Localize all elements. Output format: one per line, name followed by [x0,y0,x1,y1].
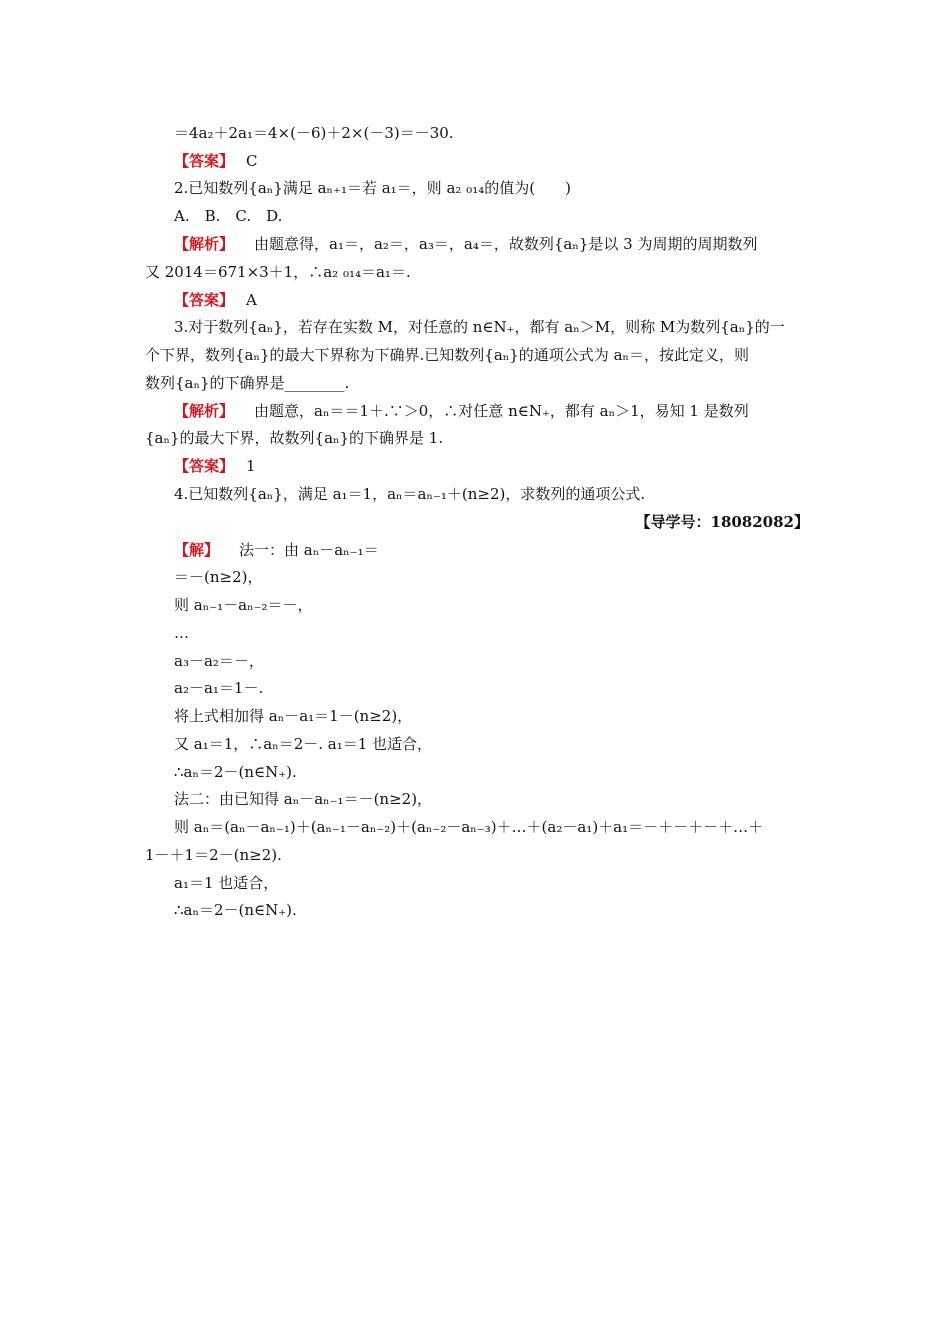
text-line [174,761,297,783]
line-text: ∴aₙ＝2－(n∈N₊). [174,763,297,781]
analysis-line [174,400,749,422]
text-line [174,872,278,894]
line-text: 又 a₁＝1，∴aₙ＝2－. a₁＝1 也适合， [174,735,433,753]
line-text: 1－＋1＝2－(n≥2). [145,846,282,864]
line-text: 由题意，aₙ＝＝1＋.∵＞0，∴对任意 n∈N₊，都有 aₙ＞1，易知 1 是数列 [254,402,749,420]
analysis-line [174,233,757,255]
text-line [174,122,454,144]
line-text: a₃－a₂＝－， [174,652,264,670]
line-text: 2.已知数列{aₙ}满足 aₙ₊₁＝若 a₁＝，则 a₂ ₀₁₄的值为( ) [174,179,571,197]
line-text: a₂－a₁＝1－. [174,679,264,697]
line-text: 又 2014＝671×3＋1，∴a₂ ₀₁₄＝a₁＝. [145,263,411,281]
question-3 [174,316,785,338]
answer-value: A [246,291,257,309]
line-text: a₁＝1 也适合， [174,874,279,892]
line-text: 3.对于数列{aₙ}，若存在实数 M，对任意的 n∈N₊，都有 aₙ＞M，则称 M为数列{aₙ}的一 [174,318,785,336]
question-2-options [174,205,282,227]
line-text: 将上式相加得 aₙ－a₁＝1－(n≥2)， [174,707,413,725]
line-text: ＝－(n≥2)， [174,568,263,586]
text-line [174,899,297,921]
text-line [174,733,432,755]
analysis-label: 【解析】 [174,235,235,253]
text-line [145,372,349,394]
question-4 [174,483,645,505]
text-line [174,705,412,727]
solution-label: 【解】 [174,541,220,559]
line-text: ＝4a₂＋2a₁＝4×(－6)＋2×(－3)＝－30. [174,124,454,142]
line-text: 由题意得，a₁＝，a₂＝，a₃＝，a₄＝，故数列{aₙ}是以 3 为周期的周期数列 [254,235,758,253]
solution-line [174,539,379,561]
text-line [174,650,264,672]
line-text: 法二：由已知得 aₙ－aₙ₋₁＝－(n≥2)， [174,790,433,808]
text-line [145,261,411,283]
analysis-label: 【解析】 [174,402,235,420]
guide-number: 【导学号：18082082】 [635,513,809,531]
answer-line [174,150,258,172]
text-line [174,677,263,699]
text-line [174,622,189,644]
text-line [174,566,262,588]
line-text: 数列{aₙ}的下确界是________. [145,374,350,392]
question-2 [174,177,571,199]
text-line [145,427,443,449]
text-line [145,844,282,866]
line-text: 法一：由 aₙ－aₙ₋₁＝ [239,541,379,559]
answer-label: 【答案】 [174,457,235,475]
line-text: {aₙ}的最大下界，故数列{aₙ}的下确界是 1. [145,429,444,447]
line-text: … [174,624,189,642]
text-line [145,344,749,366]
line-text: 则 aₙ＝(aₙ－aₙ₋₁)＋(aₙ₋₁－aₙ₋₂)＋(aₙ₋₂－aₙ₋₃)＋…＋(a₂－a₁)＋a₁＝－＋－＋－＋…＋ [174,818,764,836]
answer-value: C [246,152,258,170]
answer-line [174,289,257,311]
line-text: 则 aₙ₋₁－aₙ₋₂＝－， [174,596,313,614]
answer-label: 【答案】 [174,152,235,170]
line-text: A. B. C. D. [174,207,283,225]
line-text: 个下界，数列{aₙ}的最大下界称为下确界.已知数列{aₙ}的通项公式为 aₙ＝，按此定义，则 [145,346,750,364]
answer-label: 【答案】 [174,291,235,309]
text-line [174,816,763,838]
answer-line [174,455,256,477]
text-line [174,594,313,616]
answer-value: 1 [246,457,256,475]
text-line [174,788,432,810]
line-text: ∴aₙ＝2－(n∈N₊). [174,901,297,919]
line-text: 4.已知数列{aₙ}，满足 a₁＝1，aₙ＝aₙ₋₁＋(n≥2)，求数列的通项公式. [174,485,646,503]
